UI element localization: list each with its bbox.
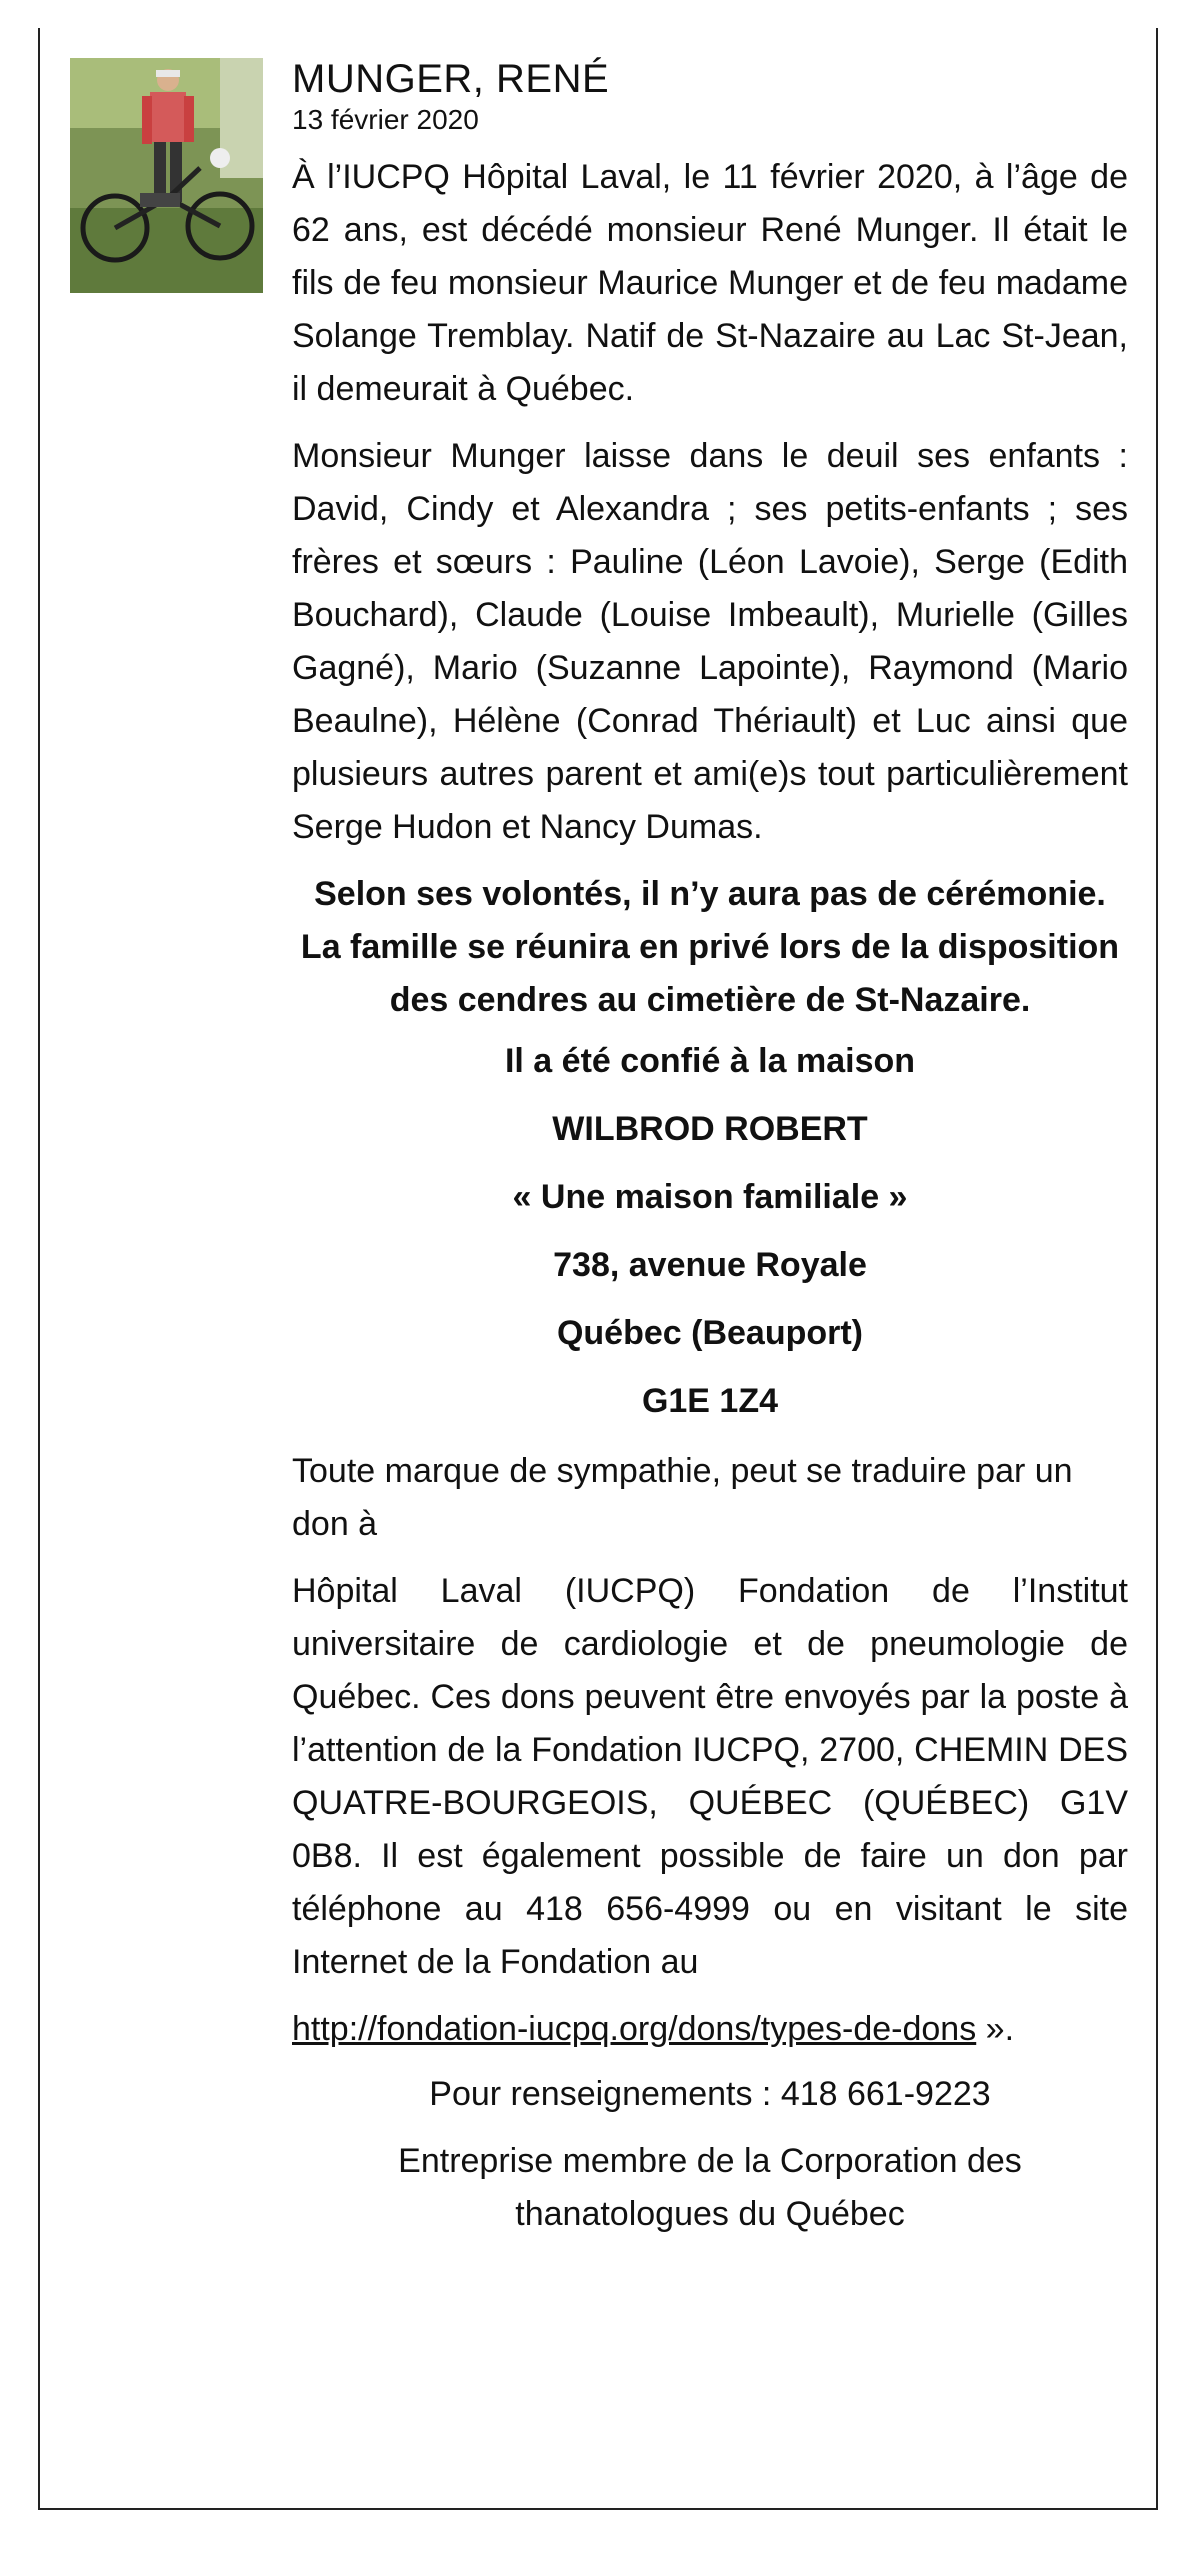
wishes-paragraph: Selon ses volontés, il n’y aura pas de cérémonie. La famille se réunira en privé lors de la disposition des cendres au cimetière de St-Nazaire.: [300, 875, 1120, 1019]
funeral-home-postal-code: G1E 1Z4: [641, 1382, 779, 1420]
donation-link-suffix: ».: [976, 2010, 1015, 2048]
donation-details: Hôpital Laval (IUCPQ) Fondation de l’Institut universitaire de cardiologie et de pneumologie de Québec. Ces dons peuvent être envoyés par la poste à l’attention de la Fondation IUCPQ, 2700, CHEMIN DES QUATRE-BOURGEOIS, QUÉBEC (QUÉBEC) G1V 0B8. Il est également possible de faire un don par téléphone au 418 656-4999 ou en visitant le site Internet de la Fondation au: [292, 1572, 1128, 1981]
donation-intro: Toute marque de sympathie, peut se traduire par un don à: [292, 1452, 1073, 1543]
membership-text: Entreprise membre de la Corporation des thanatologues du Québec: [398, 2142, 1022, 2233]
info-phone: Pour renseignements : 418 661-9223: [429, 2075, 991, 2113]
funeral-home-city: Québec (Beauport): [556, 1314, 864, 1352]
donation-link[interactable]: http://fondation-iucpq.org/dons/types-de-dons: [292, 2010, 977, 2048]
obituary-content: [292, 55, 1128, 2255]
donation-link-line: [292, 2003, 1128, 2056]
funeral-home-name: WILBROD ROBERT: [552, 1110, 868, 1148]
family-paragraph: Monsieur Munger laisse dans le deuil ses enfants : David, Cindy et Alexandra ; ses petits-enfants ; ses frères et sœurs : Pauline (Léon Lavoie), Serge (Edith Bouchard), Claude (Louise Imbeault), Murielle (Gilles Gagné), Mario (Suzanne Lapointe), Raymond (Mario Beaulne), Hélène (Conrad Thériault) et Luc ainsi que plusieurs autres parent et ami(e)s tout particulièrement Serge Hudon et Nancy Dumas.: [292, 437, 1128, 846]
deceased-name: MUNGER, RENÉ: [292, 57, 610, 101]
publication-date: 13 février 2020: [292, 104, 479, 135]
funeral-home-tagline: « Une maison familiale »: [512, 1178, 908, 1216]
intro-paragraph: À l’IUCPQ Hôpital Laval, le 11 février 2020, à l’âge de 62 ans, est décédé monsieur René Munger. Il était le fils de feu monsieur Maurice Munger et de feu madame Solange Tremblay. Natif de St-Nazaire au Lac St-Jean, il demeurait à Québec.: [292, 158, 1128, 408]
funeral-home-address: 738, avenue Royale: [553, 1246, 867, 1284]
deceased-photo: [70, 58, 263, 293]
funeral-home-intro: Il a été confié à la maison: [504, 1042, 916, 1080]
person-with-bicycle-photo-icon: [70, 58, 263, 293]
